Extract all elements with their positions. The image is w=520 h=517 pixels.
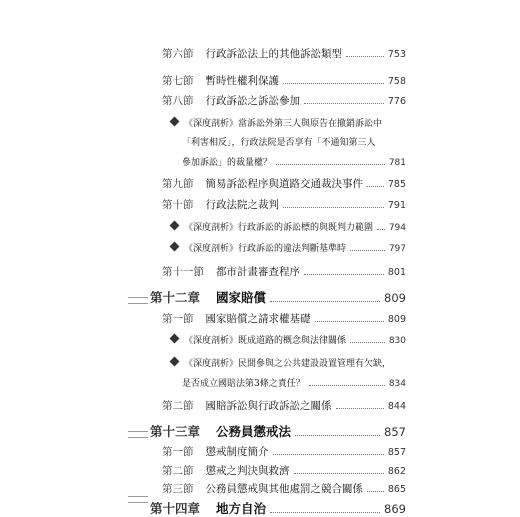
- section-number: 第六節: [162, 48, 194, 60]
- page-number: 865: [387, 484, 406, 495]
- dot-leader: [294, 473, 384, 474]
- dot-leader: [273, 454, 384, 455]
- section-title: 行政訴訟之訴訟參加: [205, 95, 300, 107]
- diamond-bullet-icon: [170, 117, 180, 127]
- chapter-title: 國家賠償: [216, 290, 267, 305]
- toc-note-entry: [171, 220, 406, 233]
- toc-section-entry: [162, 463, 406, 478]
- page-number: 797: [388, 244, 406, 254]
- toc-note-entry: [171, 241, 406, 254]
- section-title: 暫時性權利保護: [205, 75, 279, 87]
- page-number: 794: [388, 223, 406, 233]
- page-number: 801: [387, 267, 406, 278]
- dot-leader: [377, 229, 385, 230]
- dot-leader: [304, 274, 384, 275]
- dot-leader: [276, 164, 385, 165]
- toc-note-continuation: [182, 376, 406, 389]
- toc-section-entry: [162, 444, 406, 459]
- dot-leader: [283, 207, 384, 208]
- page-number: 758: [387, 76, 406, 87]
- diamond-bullet-icon: [170, 242, 180, 252]
- page-number: 844: [387, 401, 406, 412]
- dot-leader: [336, 408, 384, 409]
- section-title: 簡易訴訟程序與道路交通裁決事件: [205, 178, 363, 190]
- section-number: 第三節: [162, 483, 194, 495]
- note-text-line: 《深度剖析》當訴訟外第三人與原告在撤銷訴訟中: [184, 119, 383, 129]
- page-number: 862: [387, 466, 406, 477]
- page-number: 869: [384, 502, 406, 516]
- toc-section-entry: [162, 73, 406, 88]
- section-title: 行政法院之裁判: [205, 199, 279, 211]
- chapter-number: 第十二章: [150, 290, 201, 305]
- page-number: 791: [387, 200, 406, 211]
- section-number: 第一節: [162, 446, 194, 458]
- note-text: 《深度剖析》行政訴訟的訴訟標的與既判力範圍: [184, 223, 374, 233]
- section-number: 第一節: [162, 313, 194, 325]
- chapter-title: 地方自治: [216, 501, 267, 516]
- section-title: 都市計畫審查程序: [216, 266, 300, 278]
- section-number: 第十一節: [162, 266, 204, 278]
- section-number: 第二節: [162, 465, 194, 477]
- dot-leader: [367, 491, 384, 492]
- note-text: 《深度剖析》既成道路的概念與法律關係: [184, 336, 347, 346]
- diamond-bullet-icon: [170, 357, 180, 367]
- dot-leader: [270, 512, 380, 513]
- dot-leader: [304, 103, 384, 104]
- dot-leader: [270, 301, 380, 302]
- toc-note-continuation: [182, 135, 376, 148]
- toc-section-entry: [162, 93, 406, 108]
- page-number: 857: [387, 447, 406, 458]
- dot-leader: [309, 385, 385, 386]
- dot-leader: [283, 83, 384, 84]
- page-number: 809: [387, 314, 406, 325]
- section-title: 懲戒制度簡介: [205, 446, 269, 458]
- page-number: 785: [387, 179, 406, 190]
- page-number: 776: [387, 96, 406, 107]
- note-text: 《深度剖析》行政訴訟的違法判斷基準時: [184, 244, 347, 254]
- section-title: 公務員懲戒與其他處罰之競合關係: [205, 483, 363, 495]
- note-text-line: 參加訴訟」的裁量權？: [182, 158, 273, 168]
- chapter-number: 第十四章: [150, 501, 201, 516]
- note-text-line: 是否成立國賠法第3條之責任？: [182, 379, 305, 389]
- chapter-marker: [128, 431, 148, 438]
- toc-note-entry: [171, 116, 382, 129]
- dot-leader: [346, 56, 384, 57]
- toc-note-continuation: [182, 155, 406, 168]
- page-number: 809: [384, 291, 406, 305]
- toc-section-entry: [162, 398, 406, 413]
- section-number: 第八節: [162, 95, 194, 107]
- toc-chapter-entry: [150, 499, 406, 517]
- toc-section-entry: [162, 311, 406, 326]
- chapter-marker: [128, 297, 148, 304]
- section-title: 懲戒之判決與救濟: [205, 465, 290, 477]
- toc-chapter-entry: [150, 422, 406, 440]
- dot-leader: [295, 435, 380, 436]
- section-title: 行政訴訟法上的其他訴訟類型: [205, 48, 342, 60]
- diamond-bullet-icon: [170, 334, 180, 344]
- toc-section-entry: [162, 264, 406, 279]
- section-title: 國家賠償之請求權基礎: [205, 313, 311, 325]
- toc-section-entry: [162, 481, 406, 496]
- section-number: 第九節: [162, 178, 194, 190]
- dot-leader: [350, 250, 385, 251]
- section-number: 第七節: [162, 75, 194, 87]
- diamond-bullet-icon: [170, 221, 180, 231]
- section-number: 第二節: [162, 400, 194, 412]
- toc-section-entry: [162, 197, 406, 212]
- section-title: 國賠訴訟與行政訴訟之關係: [205, 400, 332, 412]
- page-number: 830: [388, 336, 406, 346]
- toc-note-entry: [171, 333, 406, 346]
- toc-section-entry: [162, 176, 406, 191]
- toc-section-entry: [162, 46, 406, 61]
- toc-note-entry: [171, 356, 391, 369]
- chapter-number: 第十三章: [150, 424, 201, 439]
- dot-leader: [350, 342, 385, 343]
- dot-leader: [367, 186, 384, 187]
- dot-leader: [315, 321, 384, 322]
- page-number: 753: [387, 49, 406, 60]
- page-number: 857: [384, 425, 406, 439]
- note-text-line: 「利害相反」，行政法院是否享有「不通知第三人: [182, 138, 376, 148]
- toc-chapter-entry: [150, 288, 406, 306]
- chapter-title: 公務員懲戒法: [216, 424, 292, 439]
- note-text-line: 《深度剖析》民間參與之公共建設設置管理有欠缺，: [184, 359, 392, 369]
- section-number: 第十節: [162, 199, 194, 211]
- page-number: 781: [388, 158, 406, 168]
- page-number: 834: [388, 379, 406, 389]
